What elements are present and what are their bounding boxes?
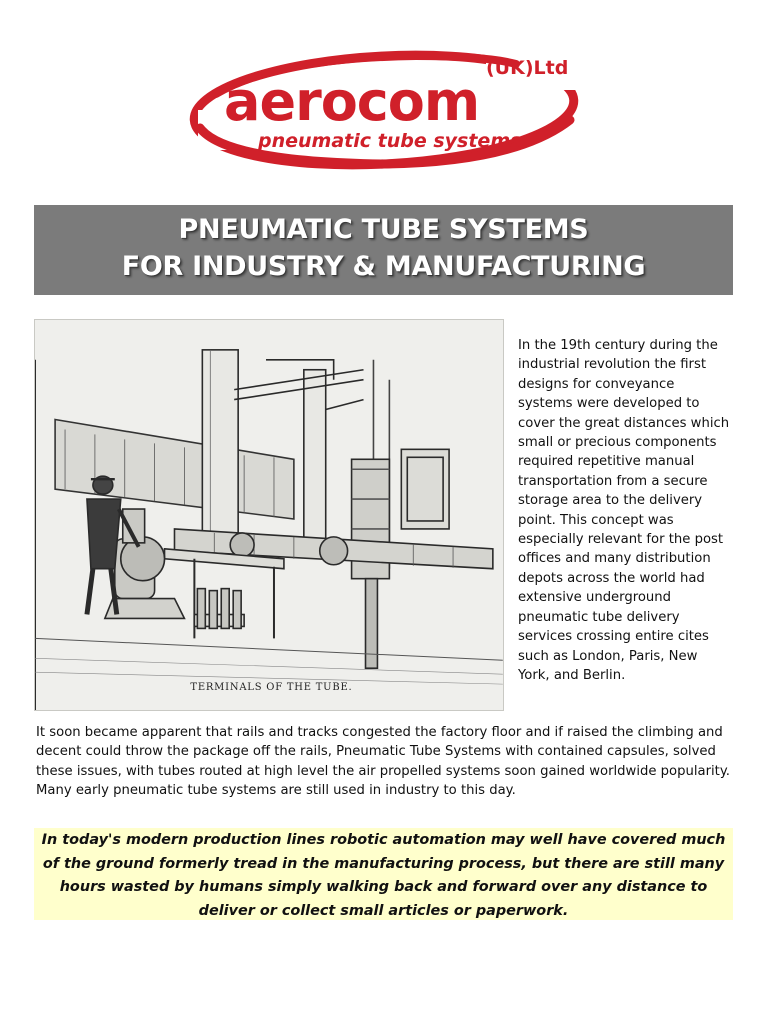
history-paragraph bbox=[518, 336, 733, 685]
callout-text: In today's modern production lines robotic automation may well have covered much of the ground formerly tread in the manufacturing process, but there are still many hours wasted by humans simply walking back and forward over any distance to deliver or collect small articles or paperwork. bbox=[41, 832, 726, 919]
title-line-1: PNEUMATIC TUBE SYSTEMS bbox=[178, 214, 589, 245]
title-line-2: FOR INDUSTRY & MANUFACTURING bbox=[121, 251, 646, 282]
title-banner bbox=[34, 205, 733, 295]
terminals-illustration bbox=[34, 319, 504, 711]
aerocom-logo bbox=[186, 50, 582, 174]
illustration-caption: TERMINALS OF THE TUBE. bbox=[190, 682, 353, 694]
body-text: It soon became apparent that rails and tracks congested the factory floor and if raised the climbing and decent could throw the package off the rails, Pneumatic Tube Systems with contained capsules, solved these issues, with tubes routed at high level the air propelled systems soon gained worldwide popularity. Many early pneumatic tube systems are still used in industry to this day. bbox=[36, 725, 730, 799]
body-paragraph bbox=[36, 723, 736, 801]
history-text: In the 19th century during the industrial revolution the first designs for conveyance systems were developed to cover the great distances which small or precious components required repetitive manual transportation from a secure storage area to the delivery point. This concept was especially relevant for the post offices and many distribution depots across the world had extensive underground pneumatic tube delivery services crossing entire cites such as London, Paris, New York, and Berlin. bbox=[518, 338, 730, 683]
callout-box bbox=[34, 828, 733, 920]
logo-suffix: (UK)Ltd bbox=[486, 57, 569, 79]
logo-tagline: pneumatic tube systems bbox=[258, 130, 522, 152]
logo-brand: aerocom bbox=[224, 70, 480, 133]
